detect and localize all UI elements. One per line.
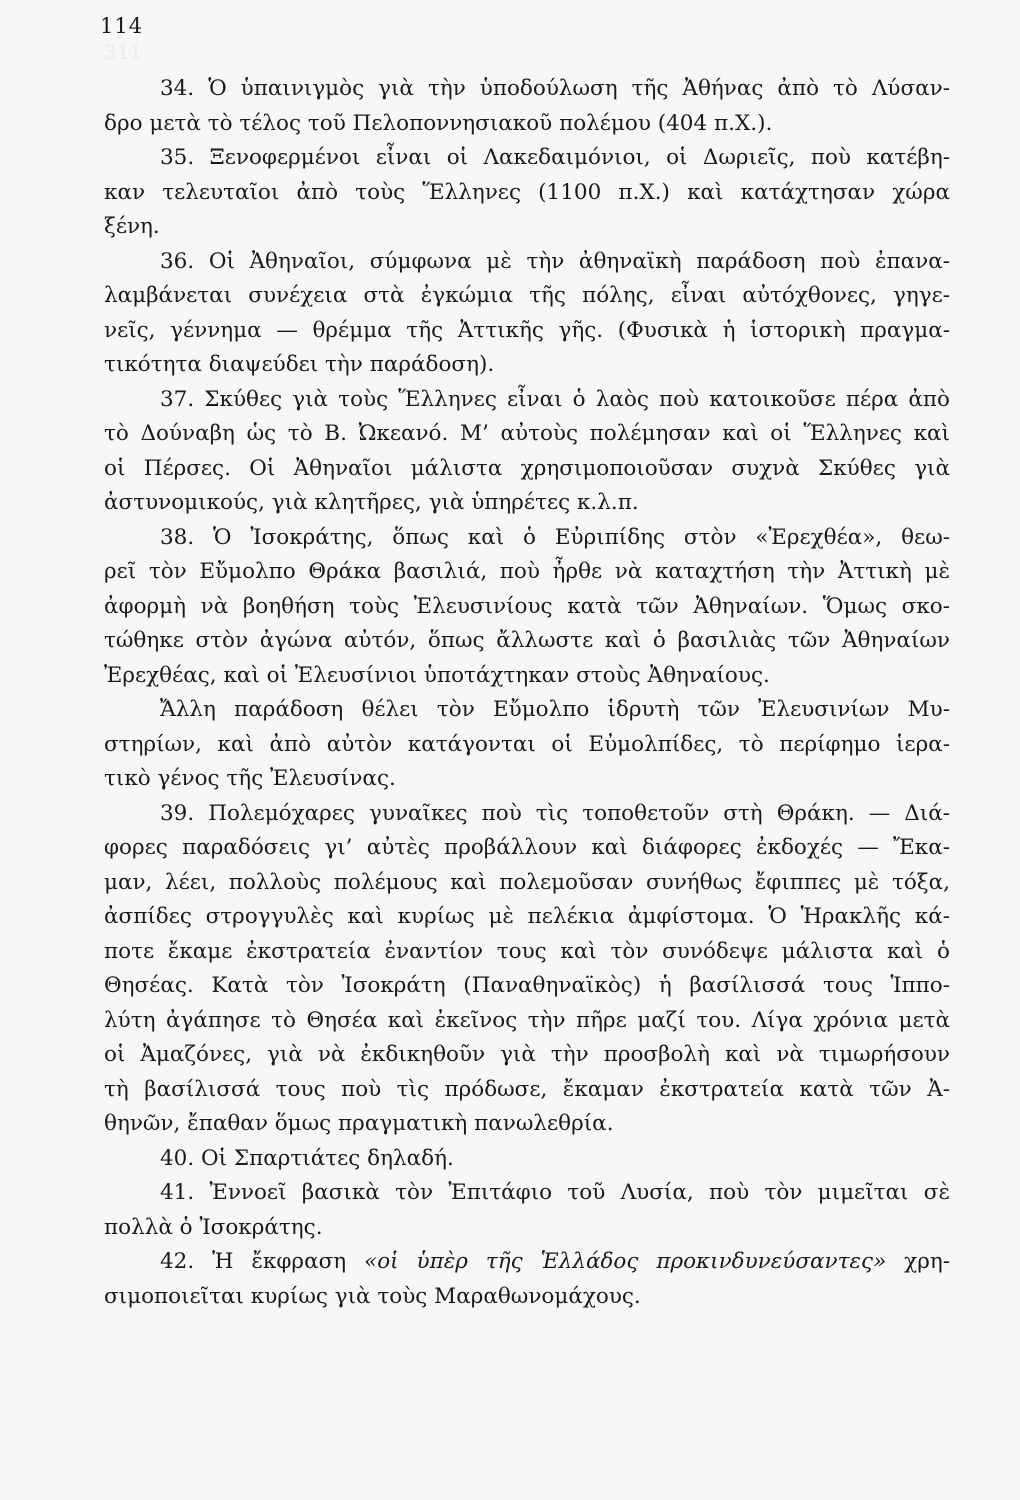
endnotes [104,72,950,1314]
note-line: τικὸ γένος τῆς Ἐλευσίνας. [104,766,396,791]
note-line: ρεῖ τὸν Εὔμολπο Θράκα βασιλιά, ποὺ ἦρθε νὰ καταχτήση τὴν Ἀττικὴ μὲ [104,559,950,584]
note-line: λαμβάνεται συνέχεια στὰ ἐγκώμια τῆς πόλης, εἶναι αὐτόχθονες, γηγε- [104,283,950,308]
note-line: Θησέας. Κατὰ τὸν Ἰσοκράτη (Παναθηναϊκὸς) ἡ βασίλισσά τους Ἱππο- [104,973,950,998]
note-line: τὸ Δούναβη ὡς τὸ Β. Ὠκεανό. Μ’ αὐτοὺς πολέμησαν καὶ οἱ Ἕλληνες καὶ [104,421,950,446]
note-line-rich [104,1245,950,1280]
note-line: θηνῶν, ἔπαθαν ὅμως πραγματικὴ πανωλεθρία. [104,1111,614,1136]
note-line: στηρίων, καὶ ἀπὸ αὐτὸν κατάγονται οἱ Εὐμολπίδες, τὸ περίφημο ἱερα- [104,731,950,757]
note-line: Ἄλλη παράδοση θέλει τὸν Εὔμολπο ἱδρυτὴ τῶν Ἐλευσινίων Μυ- [160,697,950,722]
note-line: ἀσπίδες στρογγυλὲς καὶ κυρίως μὲ πελέκια ἀμφίστομα. Ὁ Ἡρακλῆς κά- [104,904,950,929]
note-42 [104,1245,950,1314]
note-36 [104,245,950,383]
note-line: καν τελευταῖοι ἀπὸ τοὺς Ἕλληνες (1100 π.Χ.) καὶ κατάχτησαν χώρα [104,179,950,205]
note-line: 35. Ξενοφερμένοι εἶναι οἱ Λακεδαιμόνιοι, οἱ Δωριεῖς, ποὺ κατέβη- [160,145,950,170]
note-line: ξένη. [104,214,160,239]
note-37 [104,383,950,521]
show-through-page-number: 311 [104,40,143,64]
page-number: 114 [100,14,144,38]
note-line: ἀστυνομικούς, γιὰ κλητῆρες, γιὰ ὑπηρέτες κ.λ.π. [104,490,639,515]
note-line: τὴ βασίλισσά τους ποὺ τὶς πρόδωσε, ἔκαμαν ἐκστρατεία κατὰ τῶν Ἀ- [104,1076,950,1102]
note-line: Ἐρεχθέας, καὶ οἱ Ἐλευσίνιοι ὑποτάχτηκαν στοὺς Ἀθηναίους. [104,662,770,688]
note-line: 41. Ἐννοεῖ βασικὰ τὸν Ἐπιτάφιο τοῦ Λυσία, ποὺ τὸν μιμεῖται σὲ [160,1180,950,1205]
note-line: οἱ Ἀμαζόνες, γιὰ νὰ ἐκδικηθοῦν γιὰ τὴν προσβολὴ καὶ νὰ τιμωρήσουν [104,1042,950,1067]
note-line: λύτη ἀγάπησε τὸ Θησέα καὶ ἐκεῖνος τὴν πῆρε μαζί του. Λίγα χρόνια μετὰ [104,1007,950,1033]
italic-quotation: «οἱ ὑπὲρ τῆς Ἑλλάδος προκινδυνεύσαντες» [364,1249,887,1274]
note-35 [104,141,950,245]
note-line: 36. Οἱ Ἀθηναῖοι, σύμφωνα μὲ τὴν ἀθηναϊκὴ παράδοση ποὺ ἐπανα- [160,248,950,274]
note-line: πολλὰ ὁ Ἰσοκράτης. [104,1214,323,1240]
note-line: 34. Ὁ ὑπαινιγμὸς γιὰ τὴν ὑποδούλωση τῆς Ἀθήνας ἀπὸ τὸ Λύσαν- [160,76,950,101]
note-line: 40. Οἱ Σπαρτιάτες δηλαδή. [160,1145,454,1171]
note-line: τικότητα διαψεύδει τὴν παράδοση). [104,352,495,377]
note-34 [104,72,950,141]
note-text: χρη- [886,1249,950,1274]
note-line: σιμοποιεῖται κυρίως γιὰ τοὺς Μαραθωνομάχους. [104,1283,641,1309]
note-line: 38. Ὁ Ἰσοκράτης, ὅπως καὶ ὁ Εὐριπίδης στὸν «Ἐρεχθέα», θεω- [160,524,950,550]
note-line: ποτε ἔκαμε ἐκστρατεία ἐναντίον τους καὶ τὸν συνόδεψε μάλιστα καὶ ὁ [104,938,950,964]
note-line: φορες παραδόσεις γι’ αὐτὲς προβάλλουν καὶ διάφορες ἐκδοχές — Ἔκα- [104,835,950,860]
note-line: οἱ Πέρσες. Οἱ Ἀθηναῖοι μάλιστα χρησιμοποιοῦσαν συχνὰ Σκύθες γιὰ [104,455,950,481]
note-line: τώθηκε στὸν ἀγώνα αὐτόν, ὅπως ἄλλωστε καὶ ὁ βασιλιὰς τῶν Ἀθηναίων [104,628,950,653]
note-line: 37. Σκύθες γιὰ τοὺς Ἕλληνες εἶναι ὁ λαὸς ποὺ κατοικοῦσε πέρα ἀπὸ [160,386,950,412]
note-line: 39. Πολεμόχαρες γυναῖκες ποὺ τὶς τοποθετοῦν στὴ Θράκη. — Διά- [160,800,950,826]
note-38 [104,521,950,797]
note-39 [104,797,950,1142]
note-line: νεῖς, γέννημα — θρέμμα τῆς Ἀττικῆς γῆς. (Φυσικὰ ἡ ἱστορικὴ πραγμα- [104,317,950,343]
note-text: 42. Ἡ ἔκφραση [160,1249,365,1274]
note-line: μαν, λέει, πολλοὺς πολέμους καὶ πολεμοῦσαν συνήθως ἔφιππες μὲ τόξα, [104,869,950,895]
note-line: ἀφορμὴ νὰ βοηθήση τοὺς Ἐλευσινίους κατὰ τῶν Ἀθηναίων. Ὅμως σκο- [104,593,950,619]
note-40 [104,1142,950,1177]
note-line: δρο μετὰ τὸ τέλος τοῦ Πελοποννησιακοῦ πολέμου (404 π.Χ.). [104,110,773,136]
note-41 [104,1176,950,1245]
